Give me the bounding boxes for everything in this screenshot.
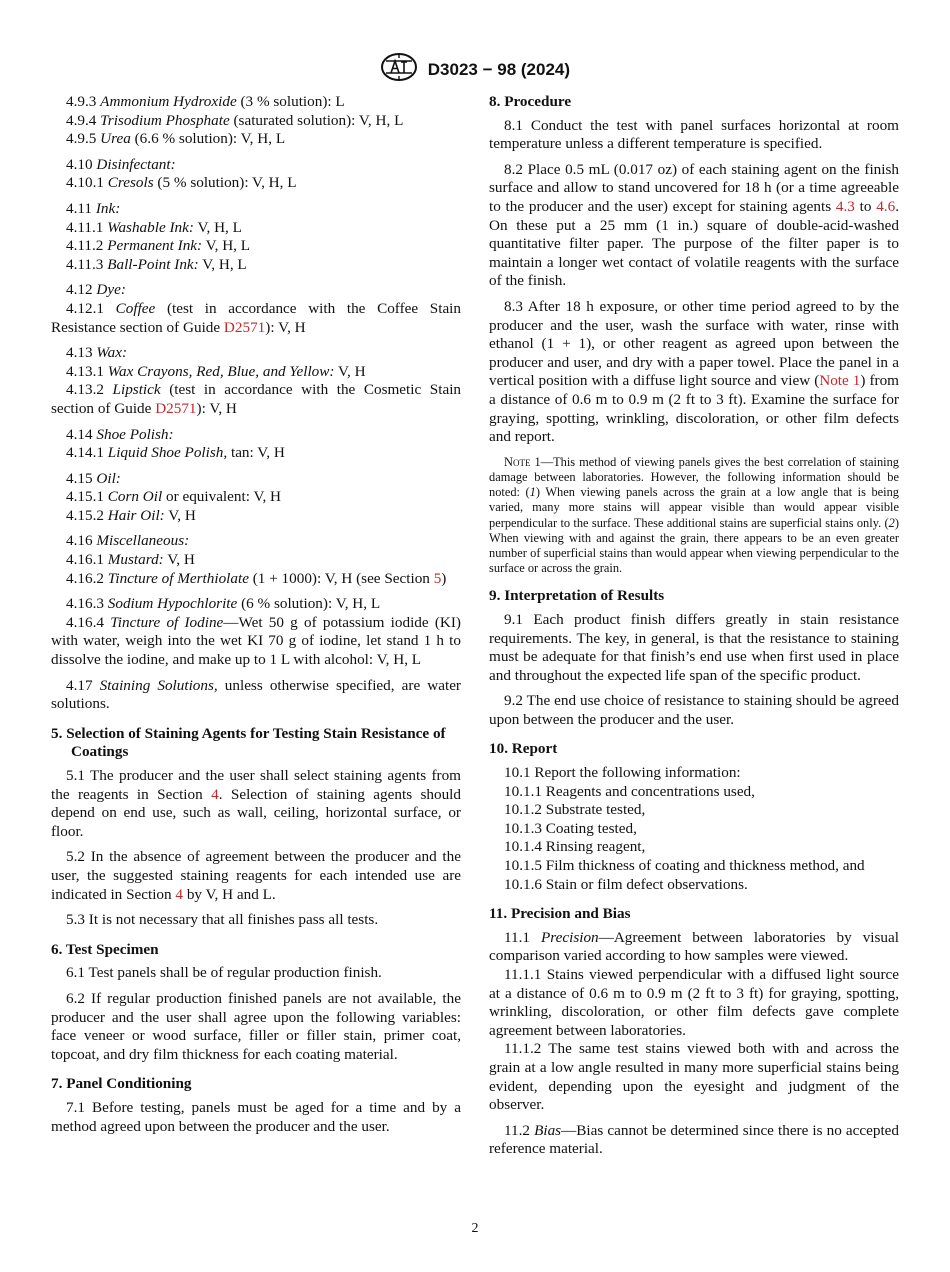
- clause-7-1: 7.1 Before testing, panels must be aged for a time and by a method agreed upon between the producer and the user.: [51, 1098, 461, 1135]
- clause-4-15: 4.15 Oil:: [66, 469, 121, 487]
- clause-4-15-2: 4.15.2 Hair Oil: V, H: [66, 506, 196, 524]
- clause-10-1-6: 10.1.6 Stain or film defect observations.: [504, 875, 748, 893]
- clause-4-14: 4.14 Shoe Polish:: [66, 425, 174, 443]
- clause-10-1-5: 10.1.5 Film thickness of coating and thickness method, and: [504, 857, 865, 875]
- note-1: Note 1—This method of viewing panels gives the best correlation of staining damage between laboratories. However, the following information should be noted: (1) When viewing panels across the grain at a low angle that is being varied, many more stains will appear visible than would appear visible perpendicular to the surface. These additional stains are superficial stains only. (2) When viewing with and against the grain, there appears to be an even greater number of superficial stains than would appear when viewing perpendicular to the surface or across the grain.: [489, 454, 900, 576]
- clause-9-2: 9.2 The end use choice of resistance to staining should be agreed upon between the producer and the user.: [489, 692, 899, 728]
- clause-4-10-1: 4.10.1 Cresols (5 % solution): V, H, L: [66, 174, 297, 192]
- clause-8-3: 8.3 After 18 h exposure, or other time period agreed to by the producer and the user, wash the surface with water, rinse with ethanol (1 + 1), or other reagent as agreed upon between the producer and user, and dry with a paper towel. Place the panel in a vertical position with a diffuse light source and view (Note 1) from a distance of 0.6 m to 0.9 m (2 ft to 3 ft). Examine the surface for graying, spotting, wrinkling, discoloration, or other film defects and report.: [489, 297, 899, 446]
- clause-10-1-3: 10.1.3 Coating tested,: [504, 819, 637, 837]
- clause-8-2: 8.2 Place 0.5 mL (0.017 oz) of each staining agent on the finish surface and allow to stand uncovered for 18 h (or a time agreeable to the producer and the user) except for staining agents 4.3 to 4.6. On these put a 25 mm (1 in.) square of double-acid-washed quantitative filter paper. The purpose of the filter paper is to maintain a longer wet contact of volatile reagents with the surface of the finish.: [489, 160, 899, 290]
- clause-4-10: 4.10 Disinfectant:: [66, 155, 176, 173]
- clause-4-16: 4.16 Miscellaneous:: [66, 532, 190, 550]
- clause-4-9-4: 4.9.4 Trisodium Phosphate (saturated solution): V, H, L: [66, 111, 404, 129]
- clause-10-1-4: 10.1.4 Rinsing reagent,: [504, 838, 646, 856]
- link-note-1[interactable]: Note 1: [819, 372, 861, 390]
- astm-logo-icon: [380, 52, 418, 88]
- right-column: [489, 93, 899, 1159]
- link-section-4[interactable]: 4: [175, 885, 184, 903]
- clause-11-1-2: 11.1.2 The same test stains viewed both with and across the grain at a low angle resulted in many more superficial stains being evident, depending upon the eyesight and judgment of the observer.: [489, 1040, 899, 1114]
- section-10-heading: 10. Report: [489, 740, 558, 758]
- clause-11-1-1: 11.1.1 Stains viewed perpendicular with a diffused light source at a distance of 0.6 m to 0.9 m (2 ft to 3 ft) for graying, spotting, wrinkling, discoloration, or other film defects gave complete agreement between laboratories.: [489, 966, 899, 1039]
- clause-4-16-3: 4.16.3 Sodium Hypochlorite (6 % solution): V, H, L: [66, 595, 381, 613]
- section-8-heading: 8. Procedure: [489, 93, 572, 110]
- clause-10-1: 10.1 Report the following information:: [504, 764, 741, 782]
- clause-11-2: 11.2 Bias—Bias cannot be determined since there is no accepted reference material.: [489, 1121, 900, 1158]
- section-6-heading: 6. Test Specimen: [51, 940, 159, 958]
- link-section-4[interactable]: 4: [211, 785, 219, 803]
- link-d2571[interactable]: D2571: [155, 399, 197, 417]
- clause-4-17: 4.17 Staining Solutions, unless otherwise specified, are water solutions.: [51, 676, 461, 713]
- clause-4-11-1: 4.11.1 Washable Ink: V, H, L: [66, 218, 242, 236]
- clause-9-1: 9.1 Each product finish differs greatly in stain resistance requirements. The key, in general, is that the resistance to staining must be adequate for that finish’s end use when first used in place and throughout the expected life span of the specific product.: [489, 610, 899, 684]
- clause-10-1-1: 10.1.1 Reagents and concentrations used,: [504, 782, 755, 800]
- clause-4-9-5: 4.9.5 Urea (6.6 % solution): V, H, L: [66, 130, 286, 148]
- page-header: [0, 52, 950, 88]
- clause-4-12: 4.12 Dye:: [66, 281, 126, 299]
- clause-5-2: 5.2 In the absence of agreement between the producer and the user, the suggested staining reagents for each intended use are indicated in Section 4 by V, H and L.: [51, 848, 461, 903]
- clause-4-16-1: 4.16.1 Mustard: V, H: [66, 551, 195, 569]
- clause-5-3: 5.3 It is not necessary that all finishes pass all tests.: [66, 911, 379, 929]
- clause-4-11-3: 4.11.3 Ball-Point Ink: V, H, L: [66, 255, 247, 273]
- section-7-heading: 7. Panel Conditioning: [51, 1075, 192, 1093]
- clause-4-12-1: 4.12.1 Coffee (test in accordance with the Coffee Stain Resistance section of Guide D2571): V, H: [51, 299, 461, 336]
- section-5-heading: 5. Selection of Staining Agents for Testing Stain Resistance of Coatings: [51, 724, 446, 761]
- clause-4-11: 4.11 Ink:: [66, 199, 121, 217]
- clause-6-1: 6.1 Test panels shall be of regular production finish.: [66, 964, 382, 982]
- clause-4-15-1: 4.15.1 Corn Oil or equivalent: V, H: [66, 488, 282, 506]
- clause-11-1: 11.1 Precision—Agreement between laboratories by visual comparison varied according to how samples were viewed.: [489, 928, 899, 965]
- clause-8-1: 8.1 Conduct the test with panel surfaces horizontal at room temperature unless a different temperature is specified.: [489, 116, 899, 153]
- link-section-5[interactable]: 5: [433, 569, 442, 587]
- clause-4-11-2: 4.11.2 Permanent Ink: V, H, L: [66, 237, 251, 255]
- clause-4-13-1: 4.13.1 Wax Crayons, Red, Blue, and Yellow: V, H: [66, 362, 366, 380]
- clause-4-13-2: 4.13.2 Lipstick (test in accordance with the Cosmetic Stain section of Guide D2571): V, H: [51, 381, 462, 417]
- section-11-heading: 11. Precision and Bias: [489, 905, 631, 923]
- document-designation: D3023 − 98 (2024): [427, 59, 571, 79]
- left-column: [51, 93, 461, 1136]
- clause-5-1: 5.1 The producer and the user shall select staining agents from the reagents in Section 4. Selection of staining agents should depend on end use, such as wall, ceiling, horizontal surface, or floor.: [51, 767, 461, 840]
- clause-4-13: 4.13 Wax:: [66, 344, 128, 362]
- clause-4-14-1: 4.14.1 Liquid Shoe Polish, tan: V, H: [66, 444, 285, 462]
- clause-10-1-2: 10.1.2 Substrate tested,: [504, 801, 646, 819]
- clause-4-9-3: 4.9.3 Ammonium Hydroxide (3 % solution): L: [66, 93, 345, 110]
- clause-4-16-4: 4.16.4 Tincture of Iodine—Wet 50 g of potassium iodide (KI) with water, weigh into the wet KI 70 g of iodine, let stand 1 h to dissolve the iodine, and make up to 1 L with alcohol: V, H, L: [51, 613, 461, 669]
- section-9-heading: 9. Interpretation of Results: [489, 587, 665, 605]
- clause-4-16-2: 4.16.2 Tincture of Merthiolate (1 + 1000): V, H (see Section 5): [66, 569, 447, 587]
- link-4-6[interactable]: 4.6: [876, 197, 896, 215]
- clause-6-2: 6.2 If regular production finished panels are not available, the producer and the user shall agree upon the following variables: face veneer or wood surface, filler or filler stain, primer coat, topcoat, and dry film thickness for each coating material.: [51, 989, 461, 1063]
- link-d2571[interactable]: D2571: [223, 318, 266, 336]
- link-4-3[interactable]: 4.3: [835, 197, 855, 215]
- page-number: 2: [471, 1221, 479, 1236]
